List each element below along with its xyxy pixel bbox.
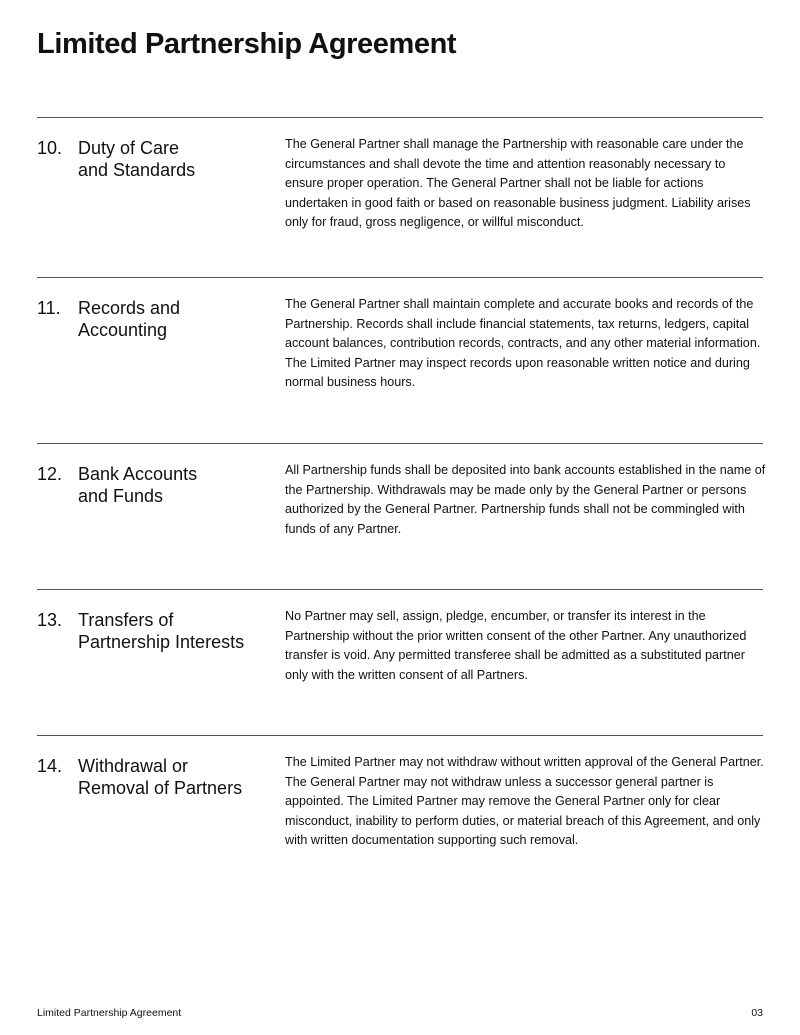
section-heading-line: Partnership Interests bbox=[78, 632, 245, 652]
section-body: No Partner may sell, assign, pledge, encumber, or transfer its interest in the Partnership without the prior written consent of the other Partner. Any unauthorized transfer is void. Any permitted transferee shall be admitted as a substituted partner only with the written consent of all Partners. bbox=[285, 609, 747, 682]
section-heading-line: Duty of Care bbox=[78, 138, 180, 158]
section-number: 10. bbox=[37, 138, 63, 158]
section-body: The General Partner shall maintain complete and accurate books and records of the Partnership. Records shall include financial statements, tax returns, ledgers, capital account balances, contribution records, contracts, and any other material information. The Limited Partner may inspect records upon reasonable written notice and during normal business hours. bbox=[285, 297, 761, 390]
section-heading-line: Withdrawal or bbox=[78, 756, 189, 776]
section-heading-line: Bank Accounts bbox=[78, 464, 198, 484]
page-number: 03 bbox=[751, 1007, 763, 1019]
section-number: 14. bbox=[37, 756, 63, 776]
section-heading-line: Records and bbox=[78, 298, 181, 318]
section-number: 13. bbox=[37, 610, 63, 630]
footer-label: Limited Partnership Agreement bbox=[37, 1007, 182, 1019]
section-body: The General Partner shall manage the Partnership with reasonable care under the circumstances and shall devote the time and attention reasonably necessary to ensure proper operation. The General Partner shall not be liable for actions undertaken in good faith or based on reasonable business judgment. Liability arises only for fraud, gross negligence, or willful misconduct. bbox=[285, 137, 751, 230]
section-duty-of-care bbox=[37, 117, 763, 230]
section-heading bbox=[78, 755, 278, 799]
section-heading-line: and Standards bbox=[78, 160, 196, 180]
page-title: Limited Partnership Agreement bbox=[37, 28, 457, 60]
section-heading bbox=[78, 137, 278, 181]
section-heading bbox=[78, 463, 278, 507]
section-heading-line: Accounting bbox=[78, 320, 168, 340]
section-body: All Partnership funds shall be deposited into bank accounts established in the name of the Partnership. Withdrawals may be made only by the General Partner or persons authorized by the General Partner. Partnership funds shall not be commingled with funds of any Partner. bbox=[285, 463, 766, 536]
section-records-and-accounting bbox=[37, 277, 763, 390]
section-transfers bbox=[37, 589, 763, 682]
section-number: 11. bbox=[37, 298, 61, 318]
section-heading bbox=[78, 297, 278, 341]
section-heading-line: Removal of Partners bbox=[78, 778, 243, 798]
section-heading-line: Transfers of bbox=[78, 610, 174, 630]
section-heading bbox=[78, 609, 278, 653]
section-number: 12. bbox=[37, 464, 63, 484]
section-body: The Limited Partner may not withdraw without written approval of the General Partner. The General Partner may not withdraw unless a successor general partner is appointed. The Limited Partner may remove the General Partner only for clear misconduct, inability to perform duties, or material breach of this Agreement, and only with written documentation supporting such removal. bbox=[285, 755, 764, 848]
section-bank-accounts bbox=[37, 443, 766, 536]
section-withdrawal bbox=[37, 735, 764, 848]
section-heading-line: and Funds bbox=[78, 486, 164, 506]
